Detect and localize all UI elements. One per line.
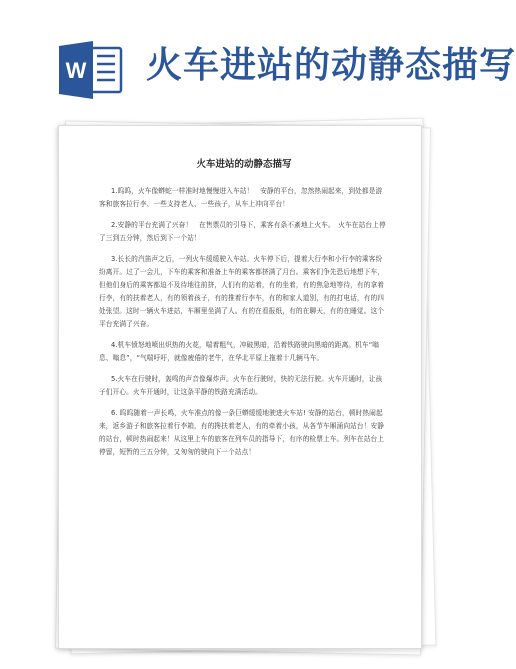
paragraph-3: 3.长长的汽笛声之后，一列火车缓缓驶入车站。火车停下后，提着大行李和小行李的乘客纷纷离开。过了一会儿，下车的乘客和准备上车的乘客都挤满了月台。乘客们争先恐后地想下车，但他们身后的乘客都迫不及待地往前挤，人们有的站着，有的坐着，有的焦急地等待，有的拿着行李，有的扶着老人，有的领着孩子，有的推着行李车，有的和家人道别，有的打电话，有的四处张望。这时一辆火车进站，车厢里坐满了人。有的在看报纸，有的在聊天，有的在睡觉。这个平台充满了兴奋。 (99, 255, 385, 328)
paragraph-1: 1.呜呜，火车像蟒蛇一样准时地慢慢进入车站！ 安静的平台，忽然热闹起来，到处都是游客和旅客拉行李、一些支持老人、一些孩子，从车上冲向平台！ (99, 187, 383, 208)
document-title: 火车进站的动静态描写 (196, 159, 292, 170)
paragraph-6: 6. 呜呜随着一声长鸣，火车准点的像一条巨蟒缓缓地驶进火车站! 安静的站台，顿时热闹起来，返乡游子和旅客拉着行李箱，有的搀扶着老人，有的牵着小孩，从各节车厢涌向站台！安静的站台，顿时热闹起来！从这里上车的旅客在列车员的指导下，有序的检票上车。列车在站台上停留，短暂的三五分钟，又匆匆的驶向下一个站点！ (99, 409, 385, 456)
paragraph-2: 2.安静的平台充满了兴奋！ 在售票员的引导下，乘客有条不紊地上火车。 火车在站台上停了三到五分钟，然后到下一个站！ (99, 221, 386, 242)
word-logo-letter: W (65, 58, 87, 83)
page-shadow (70, 648, 410, 654)
banner-title: 火车进站的动静态描写 (146, 45, 516, 86)
document-page (58, 125, 422, 649)
word-logo-icon (57, 40, 123, 100)
paragraph-4: 4.机车愤怒地喷出炽热的火花，喘着粗气，冲破黑暗，沿着铁路驶向黑暗的距离。机车“嗡息、嗡息”，“气喘吁吁，就像疲倦的老牛，在华北平原上拖着十几辆马车。 (99, 341, 380, 362)
banner (0, 0, 516, 110)
paragraph-5: 5.火车在行驶时，轰鸣的声音像爆炸声。火车在行驶时，快的无法行驶。火车开通时，让孩子们开心。火车开通时，让这条平静的铁路充满活动。 (99, 375, 383, 396)
